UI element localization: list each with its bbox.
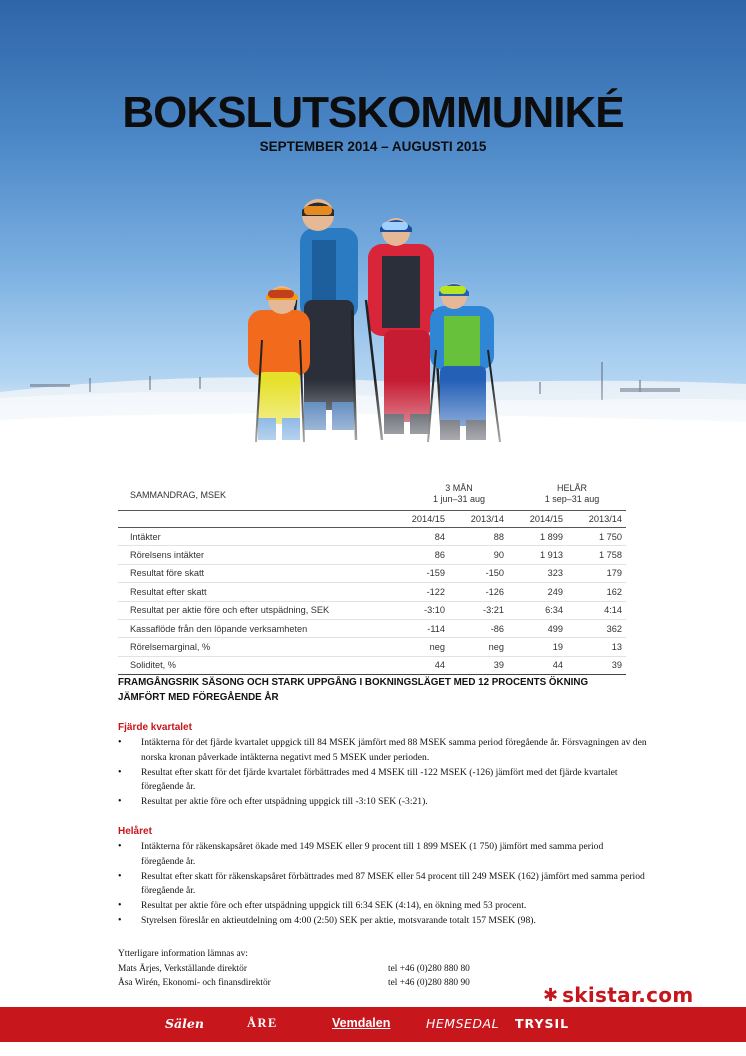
- bullet-glyph: •: [118, 900, 122, 911]
- row-label: Rörelsens intäkter: [118, 546, 400, 564]
- cell-value: -3:21: [449, 601, 508, 619]
- quarter-group-range: 1 jun–31 aug: [432, 494, 486, 504]
- cell-value: 1 899: [508, 528, 567, 546]
- column-header: 2014/15: [508, 511, 567, 528]
- bullet-glyph: •: [118, 841, 122, 852]
- destination-trysil[interactable]: TRYSIL: [515, 1016, 570, 1031]
- contact-row: [118, 962, 538, 977]
- cell-value: 249: [508, 583, 567, 601]
- cell-value: 86: [400, 546, 449, 564]
- cell-value: -3:10: [400, 601, 449, 619]
- cell-value: 1 913: [508, 546, 567, 564]
- cell-value: 179: [567, 564, 626, 582]
- bullet-glyph: •: [118, 796, 122, 807]
- list-item: [118, 795, 648, 810]
- cell-value: 19: [508, 638, 567, 656]
- year-group-range: 1 sep–31 aug: [544, 494, 600, 504]
- contact-phone[interactable]: tel +46 (0)280 880 90: [388, 978, 470, 988]
- table-row: [118, 564, 626, 582]
- destination-hemsedal[interactable]: HEMSEDAL: [426, 1016, 500, 1031]
- summary-table: [118, 480, 626, 675]
- label-column-header: [118, 511, 400, 528]
- list-item: [118, 899, 648, 914]
- bullet-text: Intäkterna för det fjärde kvartalet uppgick till 84 MSEK jämfört med 88 MSEK samma period föregående år. Försvagningen av den norska kronan påverkade intäkterna negativt med 5 MSEK under perioden.: [141, 737, 647, 763]
- table-row: [118, 656, 626, 674]
- year-section-heading: Helåret: [118, 826, 152, 837]
- cell-value: 39: [449, 656, 508, 674]
- cell-value: -159: [400, 564, 449, 582]
- list-item: [118, 736, 648, 765]
- cell-value: 323: [508, 564, 567, 582]
- summary-caption: SAMMANDRAG, MSEK: [130, 490, 227, 500]
- row-label: Resultat före skatt: [118, 564, 400, 582]
- skistar-logo[interactable]: [543, 983, 693, 1007]
- destination-footer-bar: [0, 1007, 746, 1042]
- cell-value: 1 750: [567, 528, 626, 546]
- cell-value: 4:14: [567, 601, 626, 619]
- summary-grid: [118, 511, 626, 675]
- cell-value: 362: [567, 619, 626, 637]
- quarter-bullet-list: [118, 736, 648, 810]
- destination-salen[interactable]: Sälen: [165, 1016, 204, 1031]
- cell-value: 44: [400, 656, 449, 674]
- cell-value: 13: [567, 638, 626, 656]
- cell-value: -150: [449, 564, 508, 582]
- contact-block: [118, 947, 538, 991]
- destination-vemdalen[interactable]: Vemdalen: [332, 1016, 391, 1030]
- bullet-text: Resultat per aktie före och efter utspädning uppgick till -3:10 SEK (-3:21).: [141, 796, 428, 807]
- cell-value: 39: [567, 656, 626, 674]
- table-row: [118, 583, 626, 601]
- list-item: [118, 840, 648, 869]
- cell-value: 6:34: [508, 601, 567, 619]
- bullet-glyph: •: [118, 766, 122, 778]
- year-bullet-list: [118, 840, 648, 929]
- cell-value: 88: [449, 528, 508, 546]
- row-label: Kassaflöde från den löpande verksamheten: [118, 619, 400, 637]
- contact-name: Åsa Wirén, Ekonomi- och finansdirektör: [118, 978, 271, 988]
- list-item: [118, 870, 648, 899]
- table-row: [118, 638, 626, 656]
- bullet-text: Intäkterna för räkenskapsåret ökade med 149 MSEK eller 9 procent till 1 899 MSEK (1 750) jämfört med samma period föregående år.: [141, 841, 604, 867]
- cell-value: -114: [400, 619, 449, 637]
- row-label: Resultat efter skatt: [118, 583, 400, 601]
- cell-value: neg: [400, 638, 449, 656]
- row-label: Intäkter: [118, 528, 400, 546]
- cell-value: -86: [449, 619, 508, 637]
- cell-value: -126: [449, 583, 508, 601]
- quarter-group-header: [400, 483, 518, 505]
- bullet-text: Resultat efter skatt för räkenskapsåret förbättrades med 87 MSEK eller 54 procent till 249 MSEK (162) jämfört med samma period föregående år.: [141, 870, 645, 896]
- cell-value: 84: [400, 528, 449, 546]
- contact-name: Mats Årjes, Verkställande direktör: [118, 963, 247, 974]
- cell-value: 90: [449, 546, 508, 564]
- row-label: Rörelsemarginal, %: [118, 638, 400, 656]
- bullet-text: Resultat per aktie före och efter utspädning uppgick till 6:34 SEK (4:14), en ökning med 53 procent.: [141, 900, 527, 911]
- list-item: [118, 766, 648, 795]
- contact-phone[interactable]: tel +46 (0)280 880 80: [388, 963, 470, 974]
- table-row: [118, 528, 626, 546]
- column-header: 2013/14: [449, 511, 508, 528]
- quarter-section-heading: Fjärde kvartalet: [118, 722, 192, 733]
- list-item: [118, 914, 648, 929]
- summary-header: [118, 480, 626, 510]
- cell-value: neg: [449, 638, 508, 656]
- year-group-title: HELÅR: [556, 483, 587, 493]
- cell-value: 499: [508, 619, 567, 637]
- snowflake-icon: ✱: [543, 985, 559, 1005]
- table-row: [118, 546, 626, 564]
- table-row: [118, 601, 626, 619]
- column-header-row: [118, 511, 626, 528]
- bullet-glyph: •: [118, 915, 122, 926]
- photo-fade: [0, 380, 746, 478]
- contact-row: [118, 976, 538, 991]
- summary-headline: FRAMGÅNGSRIK SÄSONG OCH STARK UPPGÅNG I BOKNINGSLÄGET MED 12 PROCENTS ÖKNING JÄMFÖRT MED FÖREGÅENDE ÅR: [118, 677, 589, 703]
- document-title: BOKSLUTSKOMMUNIKÉ: [122, 88, 624, 137]
- brand-name: skistar.com: [562, 983, 694, 1007]
- cell-value: 1 758: [567, 546, 626, 564]
- cell-value: 162: [567, 583, 626, 601]
- bullet-text: Resultat efter skatt för det fjärde kvartalet förbättrades med 4 MSEK till -122 MSEK (-126) jämfört med det fjärde kvartalet föregående år.: [141, 766, 618, 792]
- row-label: Soliditet, %: [118, 656, 400, 674]
- column-header: 2013/14: [567, 511, 626, 528]
- year-group-header: [518, 483, 626, 505]
- cover-photo: [0, 0, 746, 478]
- contact-intro: Ytterligare information lämnas av:: [118, 949, 248, 959]
- bullet-glyph: •: [118, 737, 122, 748]
- document-period: SEPTEMBER 2014 – AUGUSTI 2015: [259, 139, 487, 154]
- cell-value: 44: [508, 656, 567, 674]
- column-header: 2014/15: [400, 511, 449, 528]
- table-row: [118, 619, 626, 637]
- bullet-text: Styrelsen föreslår en aktieutdelning om 4:00 (2:50) SEK per aktie, motsvarande totalt 157 MSEK (98).: [141, 915, 536, 926]
- quarter-group-title: 3 MÅN: [445, 483, 473, 493]
- cell-value: -122: [400, 583, 449, 601]
- destination-are[interactable]: ÅRE: [247, 1016, 278, 1030]
- bullet-glyph: •: [118, 870, 122, 882]
- row-label: Resultat per aktie före och efter utspädning, SEK: [118, 601, 400, 619]
